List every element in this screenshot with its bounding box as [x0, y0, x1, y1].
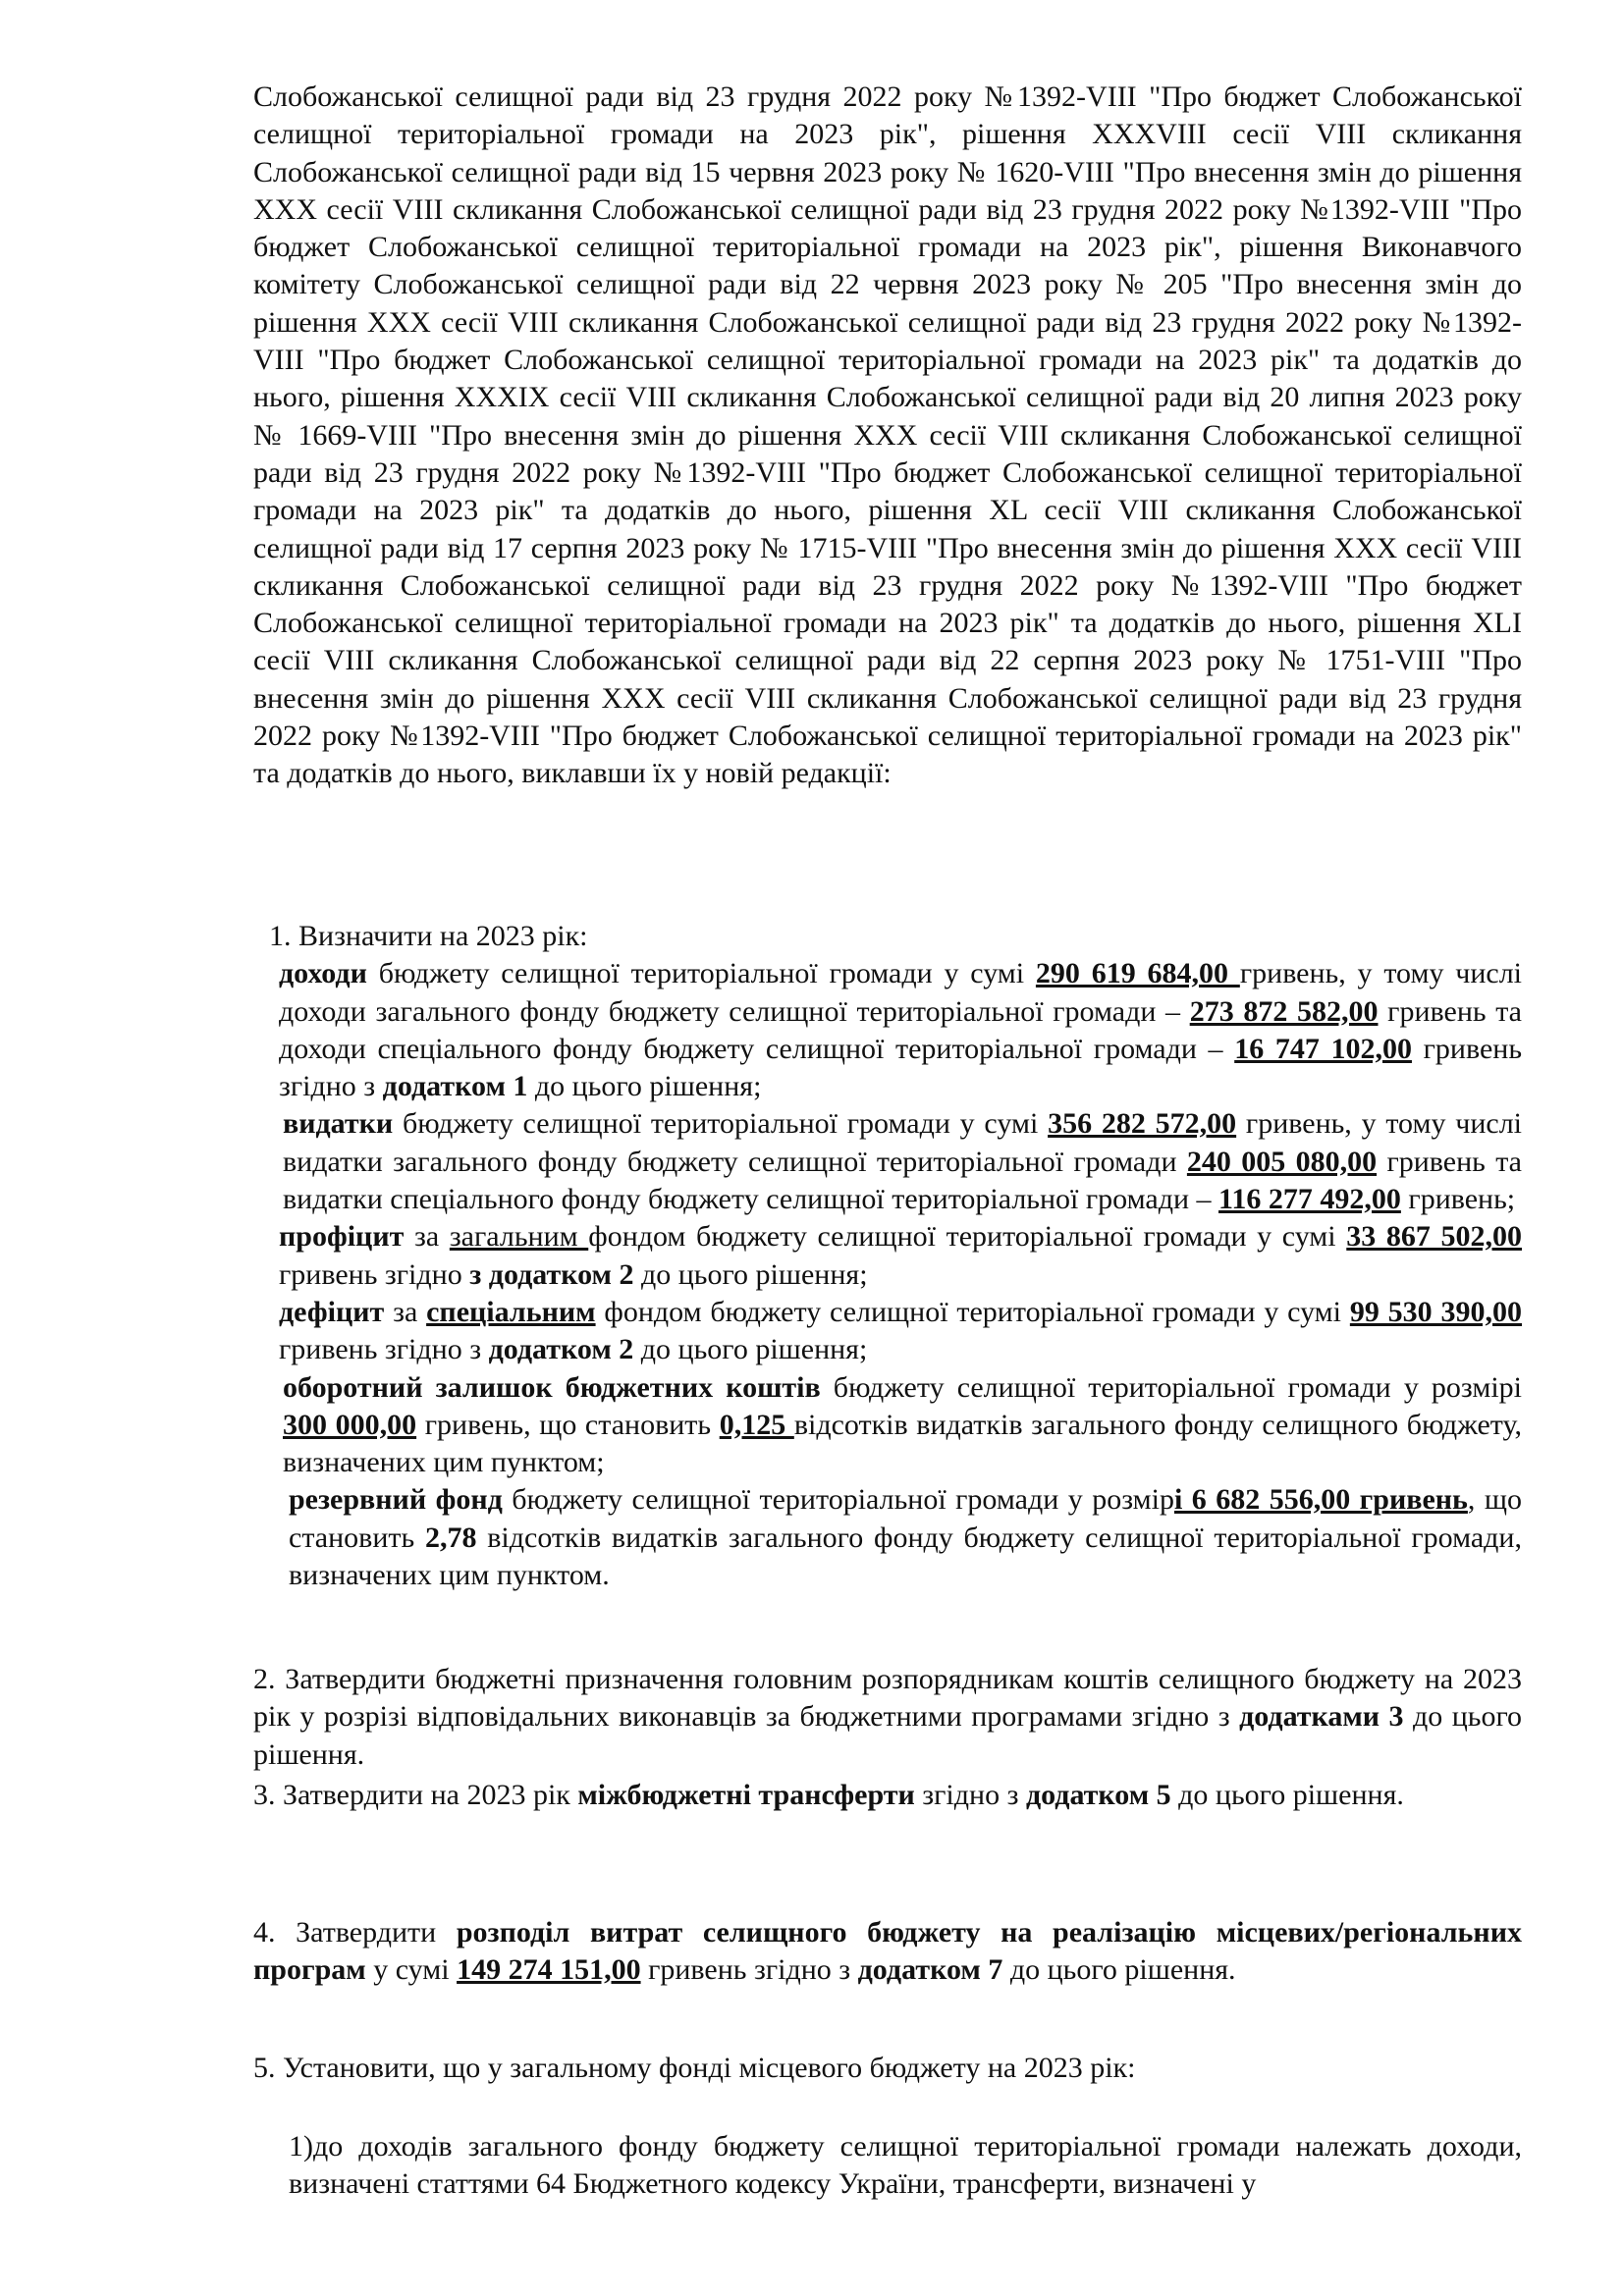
surplus-fund: загальним	[449, 1220, 589, 1254]
item-4	[253, 1914, 1522, 1990]
item-4-text-1: 4. Затвердити	[253, 1916, 457, 1949]
item-3-paragraph	[253, 1777, 1522, 1814]
deficit-text-4: до цього рішення;	[633, 1333, 868, 1366]
item-2-text-2: до цього рішення.	[253, 1700, 1522, 1771]
item-5-1	[253, 2128, 1522, 2204]
income-text-2: гривень, у тому числі доходи загального фонду бюджету селищної територіальної громади –	[279, 957, 1523, 1028]
reserve-fund-text-2: , що становить	[289, 1483, 1522, 1554]
item-4-paragraph	[253, 1914, 1522, 1990]
expenses-special: 116 277 492,00	[1218, 1183, 1401, 1216]
income-paragraph	[279, 955, 1522, 1105]
item-2	[253, 1661, 1522, 1774]
item-4-bold: розподіл витрат селищного бюджету на реалізацію місцевих/регіональних програм	[253, 1916, 1522, 1987]
item-5-1-paragraph: 1)до доходів загального фонду бюджету селищної територіальної громади належать доходи, визначені статтями 64 Бюджетного кодексу України, трансферти, визначені у	[289, 2130, 1522, 2201]
deficit-amount: 99 530 390,00	[1349, 1295, 1523, 1328]
income-special: 16 747 102,00	[1234, 1032, 1412, 1065]
reserve-fund-percent: 2,78	[424, 1521, 477, 1554]
working-balance-amount: 300 000,00	[283, 1408, 417, 1441]
surplus-amount: 33 867 502,00	[1346, 1220, 1523, 1254]
expenses-text-1: бюджету селищної територіальної громади у сумі	[393, 1107, 1049, 1141]
item-4-text-3: гривень згідно з	[640, 1953, 858, 1987]
reserve-fund-amount: і 6 682 556,00 гривень	[1173, 1483, 1468, 1517]
item-5-paragraph: 5. Установити, що у загальному фонді місцевого бюджету на 2023 рік:	[253, 2052, 1136, 2084]
surplus-text-1: за	[404, 1220, 450, 1254]
reserve-fund-text-1: бюджету селищної територіальної громади у розмір	[502, 1483, 1174, 1517]
working-balance-paragraph	[283, 1369, 1522, 1482]
deficit-annex: додатком 2	[488, 1333, 634, 1366]
income-general: 273 872 582,00	[1189, 994, 1379, 1028]
item-2-annex: додатками 3	[1239, 1700, 1404, 1734]
working-balance-percent: 0,125	[719, 1408, 794, 1441]
item-3-bold: міжбюджетні трансферти	[577, 1779, 915, 1811]
deficit-label: дефіцит	[279, 1295, 385, 1328]
item-3-text-3: до цього рішення.	[1170, 1779, 1404, 1811]
surplus-label: профіцит	[279, 1220, 405, 1254]
income-text-1: бюджету селищної територіальної громади у сумі	[366, 957, 1036, 990]
income-text-4: гривень згідно з	[279, 1032, 1523, 1103]
deficit-text-2: фондом бюджету селищної територіальної громади у сумі	[595, 1295, 1350, 1328]
income-text-3: гривень та доходи спеціального фонду бюджету селищної територіальної громади –	[279, 994, 1522, 1065]
surplus-text-3: гривень згідно	[279, 1257, 470, 1291]
surplus-text-2: фондом бюджету селищної територіальної громади у сумі	[588, 1220, 1347, 1254]
reserve-fund-text-3: відсотків видатків загального фонду бюджету селищної територіальної громади, визначених цим пунктом.	[289, 1521, 1522, 1592]
expenses-text-4: гривень;	[1400, 1183, 1516, 1216]
intro-text: Слобожанської селищної ради від 23 грудня 2022 року №1392-VIII "Про бюджет Слобожанської селищної територіальної громади на 2023 рік", рішення XXXVIII сесії VIII скликання Слобожанської селищної ради від 15 червня 2023 року № 1620-VIII "Про внесення змін до рішення ХХХ сесії VIII скликання Слобожанської селищної ради від 23 грудня 2022 року №1392-VIII "Про бюджет Слобожанської селищної територіальної громади на 2023 рік", рішення Виконавчого комітету Слобожанської селищної ради від 22 червня 2023 року № 205 "Про внесення змін до рішення ХХХ сесії VIII скликання Слобожанської селищної ради від 23 грудня 2022 року №1392-VIII "Про бюджет Слобожанської селищної територіальної громади на 2023 рік" та додатків до нього, рішення XXXIX сесії VIII скликання Слобожанської селищної ради від 20 липня 2023 року № 1669-VIII "Про внесення змін до рішення ХХХ сесії VIII скликання Слобожанської селищної ради від 23 грудня 2022 року №1392-VIII "Про бюджет Слобожанської селищної територіальної громади на 2023 рік" та додатків до нього, рішення XL сесії VIII скликання Слобожанської селищної ради від 17 серпня 2023 року № 1715-VIII "Про внесення змін до рішення ХХХ сесії VIII скликання Слобожанської селищної ради від 23 грудня 2022 року №1392-VIII "Про бюджет Слобожанської селищної територіальної громади на 2023 рік" та додатків до нього, рішення XLI сесії VIII скликання Слобожанської селищної ради від 22 серпня 2023 року № 1751-VIII "Про внесення змін до рішення ХХХ сесії VIII скликання Слобожанської селищної ради від 23 грудня 2022 року №1392-VIII "Про бюджет Слобожанської селищної територіальної громади на 2023 рік" та додатків до нього, виклавши їх у новій редакції:	[253, 80, 1522, 790]
item-5	[253, 2050, 1522, 2087]
working-balance-text-1: бюджету селищної територіальної громади у розмірі	[820, 1370, 1522, 1404]
working-balance-text-3: відсотків видатків загального фонду селищного бюджету, визначених цим пунктом;	[283, 1408, 1522, 1479]
item-3-text-2: згідно з	[914, 1779, 1026, 1811]
item-1	[253, 918, 1522, 1594]
working-balance-text-2: гривень, що становить	[416, 1408, 720, 1441]
income-annex: додатком 1	[382, 1070, 528, 1103]
item-3	[253, 1777, 1522, 1814]
item-1-heading: 1. Визначити на 2023 рік:	[269, 920, 588, 952]
expenses-total: 356 282 572,00	[1048, 1107, 1237, 1141]
surplus-text-4: до цього рішення;	[633, 1257, 868, 1291]
deficit-paragraph	[279, 1294, 1522, 1369]
item-3-text-1: 3. Затвердити на 2023 рік	[253, 1779, 578, 1811]
working-balance-label: оборотний залишок бюджетних коштів	[283, 1370, 821, 1404]
expenses-text-2: гривень, у тому числі видатки загального фонду бюджету селищної територіальної громади	[283, 1107, 1523, 1178]
expenses-general: 240 005 080,00	[1186, 1145, 1378, 1178]
expenses-paragraph	[283, 1105, 1522, 1218]
expenses-label: видатки	[283, 1107, 394, 1141]
item-2-paragraph	[253, 1661, 1522, 1774]
income-text-5: до цього рішення;	[527, 1070, 762, 1103]
item-4-annex: додатком 7	[857, 1953, 1003, 1987]
income-label: доходи	[279, 957, 367, 990]
surplus-paragraph	[279, 1218, 1522, 1294]
reserve-fund-paragraph	[289, 1481, 1522, 1594]
surplus-annex: з додатком 2	[469, 1257, 634, 1291]
deficit-text-1: за	[384, 1295, 427, 1328]
deficit-fund: спеціальним	[426, 1295, 596, 1328]
item-4-text-4: до цього рішення.	[1002, 1953, 1236, 1987]
item-4-amount: 149 274 151,00	[457, 1953, 641, 1987]
income-total: 290 619 684,00	[1035, 957, 1240, 990]
intro-paragraph	[253, 79, 1522, 793]
item-3-annex: додатком 5	[1025, 1779, 1171, 1811]
deficit-text-3: гривень згідно з	[279, 1333, 489, 1366]
item-4-text-2: у сумі	[365, 1953, 458, 1987]
item-2-text-1: 2. Затвердити бюджетні призначення головним розпорядникам коштів селищного бюджету на 2023 рік у розрізі відповідальних виконавців за бюджетними програмами згідно з	[253, 1663, 1522, 1734]
reserve-fund-label: резервний фонд	[289, 1483, 503, 1517]
expenses-text-3: гривень та видатки спеціального фонду бюджету селищної територіальної громади –	[283, 1145, 1522, 1216]
